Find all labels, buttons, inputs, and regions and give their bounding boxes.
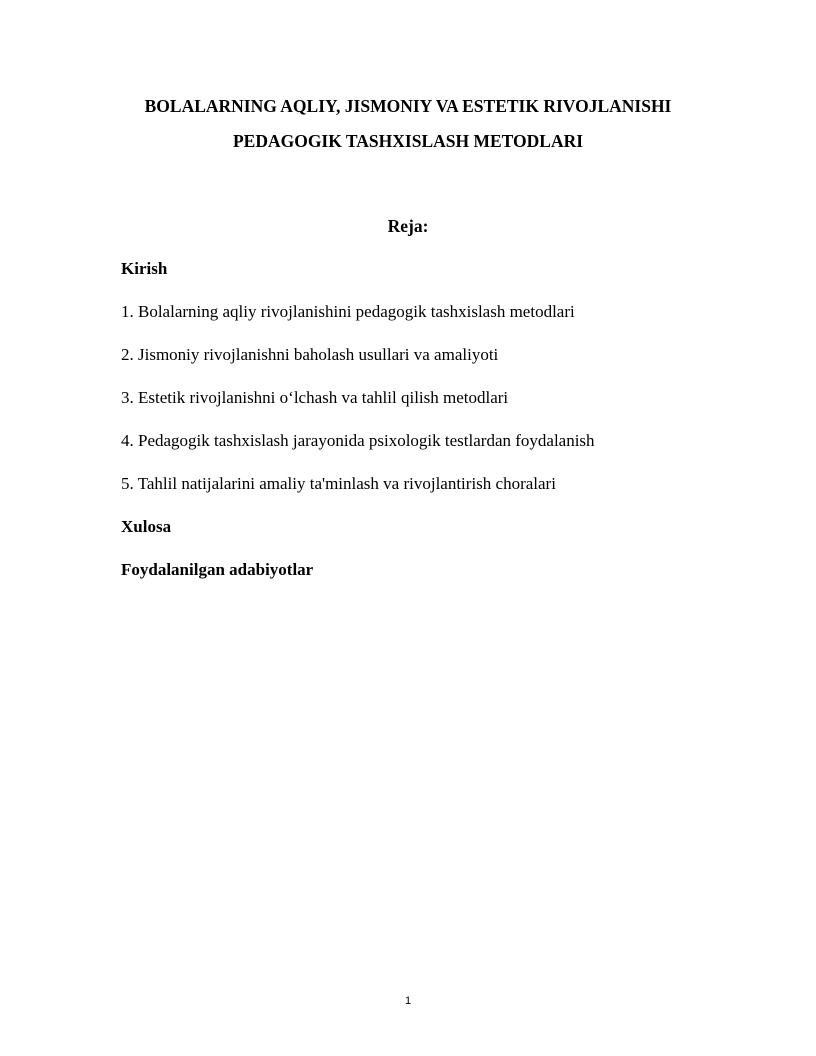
document-title-line-1: BOLALARNING AQLIY, JISMONIY VA ESTETIK RIVOJLANISHI <box>144 96 672 116</box>
toc-item-introduction: Kirish <box>121 259 168 278</box>
toc-item-2: 2. Jismoniy rivojlanishni baholash usullari va amaliyoti <box>121 345 499 364</box>
page-number: 1 <box>404 995 412 1007</box>
toc-item-4: 4. Pedagogik tashxislash jarayonida psixologik testlardan foydalanish <box>121 431 595 450</box>
toc-item-5: 5. Tahlil natijalarini amaliy ta'minlash va rivojlantirish choralari <box>121 474 556 493</box>
toc-item-1: 1. Bolalarning aqliy rivojlanishini pedagogik tashxislash metodlari <box>121 302 575 321</box>
plan-heading: Reja: <box>387 216 429 236</box>
table-of-contents <box>121 259 595 603</box>
toc-item-conclusion: Xulosa <box>121 517 172 536</box>
toc-item-references: Foydalanilgan adabiyotlar <box>121 560 314 579</box>
toc-item-3: 3. Estetik rivojlanishni o‘lchash va tahlil qilish metodlari <box>121 388 509 407</box>
document-title-line-2: PEDAGOGIK TASHXISLASH METODLARI <box>232 131 584 151</box>
